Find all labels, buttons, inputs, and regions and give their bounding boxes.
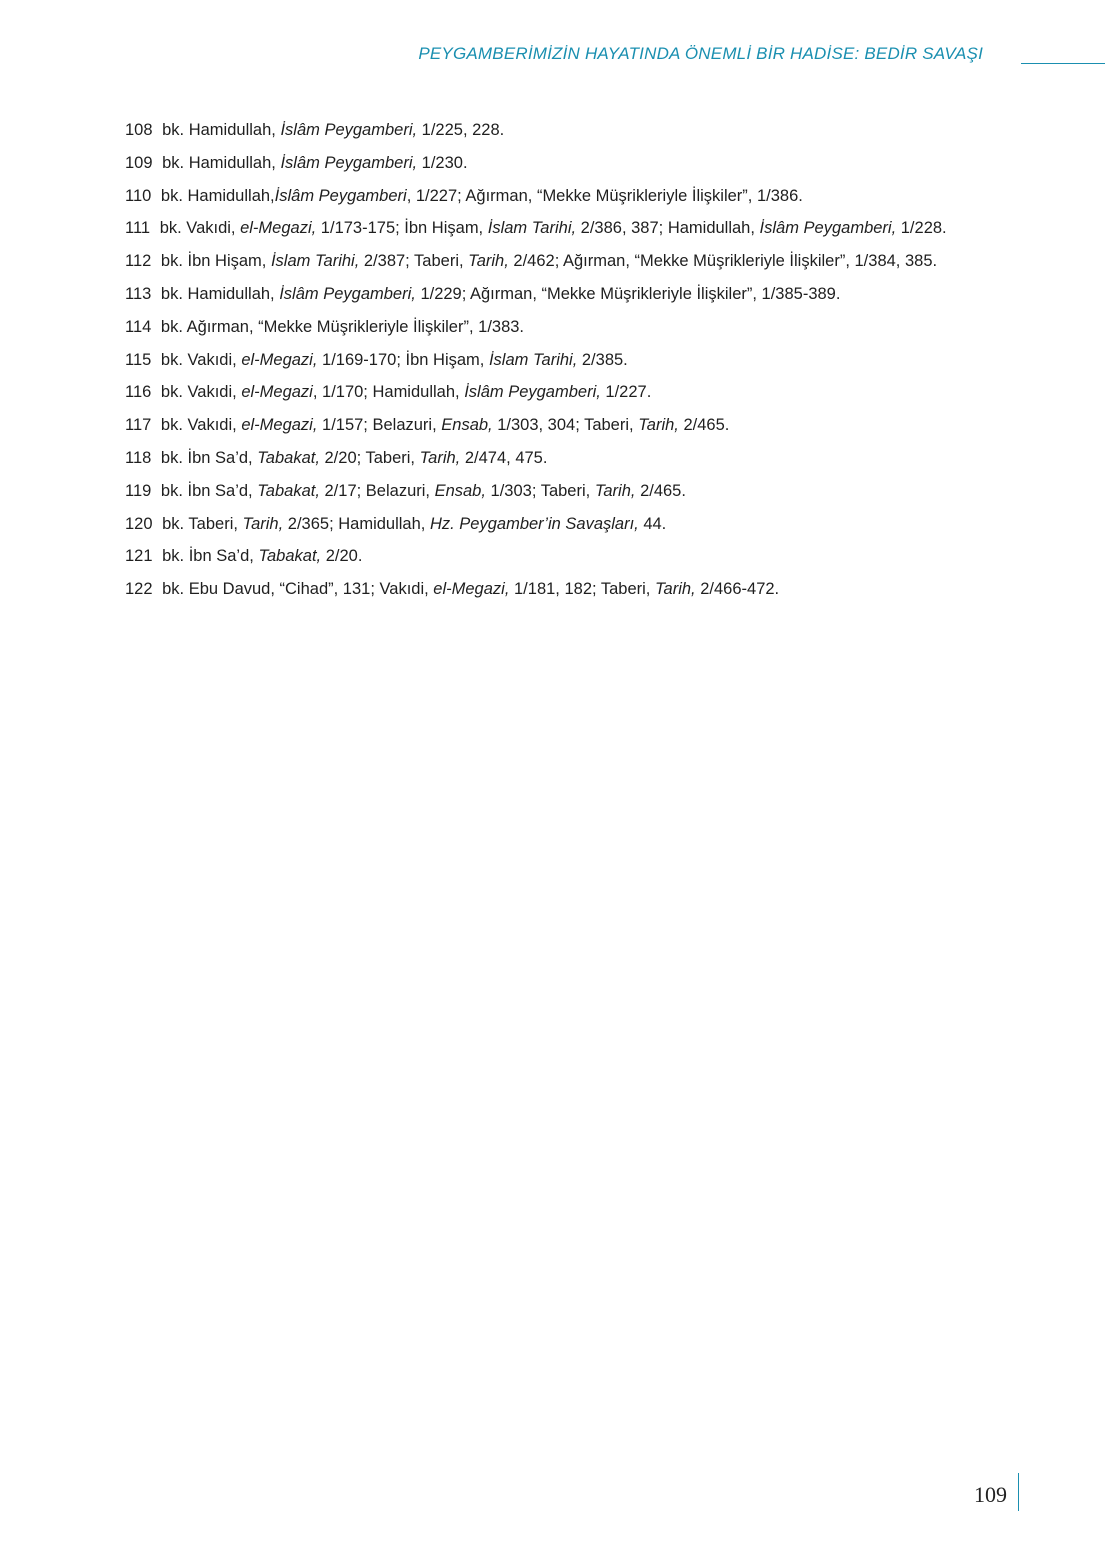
footnote-work-title: Tarih,	[242, 514, 284, 533]
footnote-number: 117	[125, 416, 152, 435]
footnote-text: bk. Hamidullah,	[162, 153, 281, 172]
footnote-work-title: İslâm Peygamberi	[274, 186, 407, 205]
footnote-text: 2/465.	[678, 416, 730, 435]
footnote-work-title: İslâm Peygamberi,	[280, 121, 418, 139]
footnote-work-title: İslâm Peygamberi,	[464, 383, 601, 402]
footnote-text: bk. Hamidullah,	[160, 284, 280, 303]
footnote-number: 110	[125, 186, 152, 205]
footnote-work-title: Ensab,	[434, 481, 486, 500]
footnote-text: 2/465.	[635, 481, 686, 500]
footnote-text: bk. Vakıdi,	[159, 219, 241, 238]
footnote-number: 111	[125, 219, 151, 238]
footnote-number: 120	[125, 514, 153, 533]
footnote-text: 2/462; Ağırman, “Mekke Müşrikleriyle İlişkiler”, 1/384, 385.	[508, 252, 938, 271]
footnote-work-title: İslâm Peygamberi,	[759, 219, 897, 238]
footnote-number: 113	[125, 284, 152, 303]
footnote-text: bk. Taberi,	[162, 514, 243, 533]
footnote-text: bk. Ebu Davud, “Cihad”, 131; Vakıdi,	[162, 580, 434, 599]
footnote-work-title: Tabakat,	[257, 481, 320, 500]
footnote-work-title: İslâm Peygamberi,	[279, 284, 416, 303]
header-rule	[1021, 63, 1105, 64]
footnote-text: 2/386, 387; Hamidullah,	[576, 219, 760, 238]
footnote-work-title: el-Megazi,	[240, 219, 317, 238]
footnote-text: 2/365; Hamidullah,	[283, 514, 430, 533]
footnote-number: 108	[125, 121, 153, 139]
footnote-text: 1/181, 182; Taberi,	[509, 580, 655, 599]
footnote-text: bk. İbn Sa’d,	[160, 448, 258, 467]
footnote-text: 1/227.	[600, 383, 652, 402]
footnote-122	[125, 579, 1055, 600]
footnote-text: 2/474, 475.	[460, 448, 548, 467]
footnote-text: bk. Vakıdi,	[160, 350, 242, 369]
footnote-work-title: Tarih,	[468, 252, 509, 271]
footnote-text: 2/466-472.	[695, 580, 780, 599]
footnote-text: bk. İbn Sa’d,	[162, 547, 259, 566]
footnote-work-title: Tarih,	[419, 448, 461, 467]
footnote-109	[125, 153, 1055, 174]
footnote-text: , 1/170; Hamidullah,	[312, 383, 465, 402]
footnote-number: 116	[125, 383, 152, 402]
page-number-rule	[1018, 1473, 1019, 1511]
footnote-text: 2/20.	[321, 547, 363, 566]
footnote-number: 115	[125, 350, 152, 369]
footnote-work-title: İslam Tarihi,	[270, 252, 360, 271]
footnote-text: 1/169-170; İbn Hişam,	[317, 350, 489, 369]
footnote-text: 1/229; Ağırman, “Mekke Müşrikleriyle İlişkiler”, 1/385-389.	[415, 284, 841, 303]
footnote-work-title: el-Megazi,	[433, 580, 510, 599]
footnote-text: bk. Hamidullah,	[162, 121, 281, 139]
footnote-text: bk. Ağırman, “Mekke Müşrikleriyle İlişkiler”, 1/383.	[160, 317, 525, 336]
footnote-text: 2/385.	[577, 350, 628, 369]
footnote-work-title: İslâm Peygamberi,	[280, 153, 418, 172]
footnote-number: 114	[125, 317, 152, 336]
footnote-text: 44.	[638, 514, 667, 533]
footnote-text: 1/225, 228.	[417, 121, 505, 139]
footnote-text: 1/228.	[896, 219, 947, 238]
footnote-text: 1/230.	[417, 153, 468, 172]
footnote-text: 2/387; Taberi,	[359, 252, 469, 271]
footnote-work-title: Tabakat,	[258, 547, 322, 566]
running-header: PEYGAMBERİMİZİN HAYATINDA ÖNEMLİ BİR HADİSE: BEDİR SAVAŞI	[418, 44, 983, 63]
footnote-113	[125, 284, 1055, 305]
footnote-number: 121	[125, 547, 153, 566]
footnote-number: 119	[125, 481, 152, 500]
footnote-number: 118	[125, 448, 152, 467]
page-number: 109	[974, 1482, 1007, 1507]
footnote-118	[125, 448, 1055, 469]
footnote-work-title: Tarih,	[638, 416, 679, 435]
footnote-list	[125, 120, 1055, 612]
footnote-number: 122	[125, 580, 153, 599]
footnote-text: 1/173-175; İbn Hişam,	[316, 219, 488, 238]
footnote-work-title: Tabakat,	[257, 448, 320, 467]
footnote-work-title: İslam Tarihi,	[488, 350, 578, 369]
footnote-work-title: el-Megazi	[241, 383, 313, 402]
footnote-text: 2/20; Taberi,	[319, 448, 420, 467]
footnote-work-title: İslam Tarihi,	[487, 219, 577, 238]
footnote-114	[125, 317, 1055, 338]
footnote-text: bk. İbn Sa’d,	[160, 481, 258, 500]
footnote-115	[125, 350, 1055, 371]
footnote-111	[125, 218, 1055, 239]
footnote-text: bk. Hamidullah,	[160, 186, 275, 205]
footnote-text: 2/17; Belazuri,	[319, 481, 435, 500]
footnote-work-title: Tarih,	[594, 481, 636, 500]
footnote-number: 112	[125, 252, 152, 271]
footnote-number: 109	[125, 153, 153, 172]
footnote-work-title: Tarih,	[654, 580, 696, 599]
footnote-text: 1/303; Taberi,	[485, 481, 595, 500]
footnote-work-title: Ensab,	[441, 416, 493, 435]
footnote-119	[125, 481, 1055, 502]
footnote-work-title: el-Megazi,	[241, 350, 318, 369]
footnote-text: , 1/227; Ağırman, “Mekke Müşrikleriyle İlişkiler”, 1/386.	[406, 186, 803, 205]
footnote-110	[125, 186, 1055, 207]
footnote-116	[125, 382, 1055, 403]
footnote-121	[125, 546, 1055, 567]
footnote-text: 1/157; Belazuri,	[317, 416, 442, 435]
footnote-120	[125, 514, 1055, 535]
footnote-text: bk. Vakıdi,	[160, 383, 242, 402]
footnote-work-title: el-Megazi,	[241, 416, 318, 435]
footnote-112	[125, 251, 1055, 272]
footnote-text: 1/303, 304; Taberi,	[492, 416, 639, 435]
footnote-text: bk. Vakıdi,	[160, 416, 242, 435]
footnote-text: bk. İbn Hişam,	[160, 252, 271, 271]
footnote-108	[125, 120, 1055, 141]
footnote-117	[125, 415, 1055, 436]
footnote-work-title: Hz. Peygamber’in Savaşları,	[429, 514, 639, 533]
